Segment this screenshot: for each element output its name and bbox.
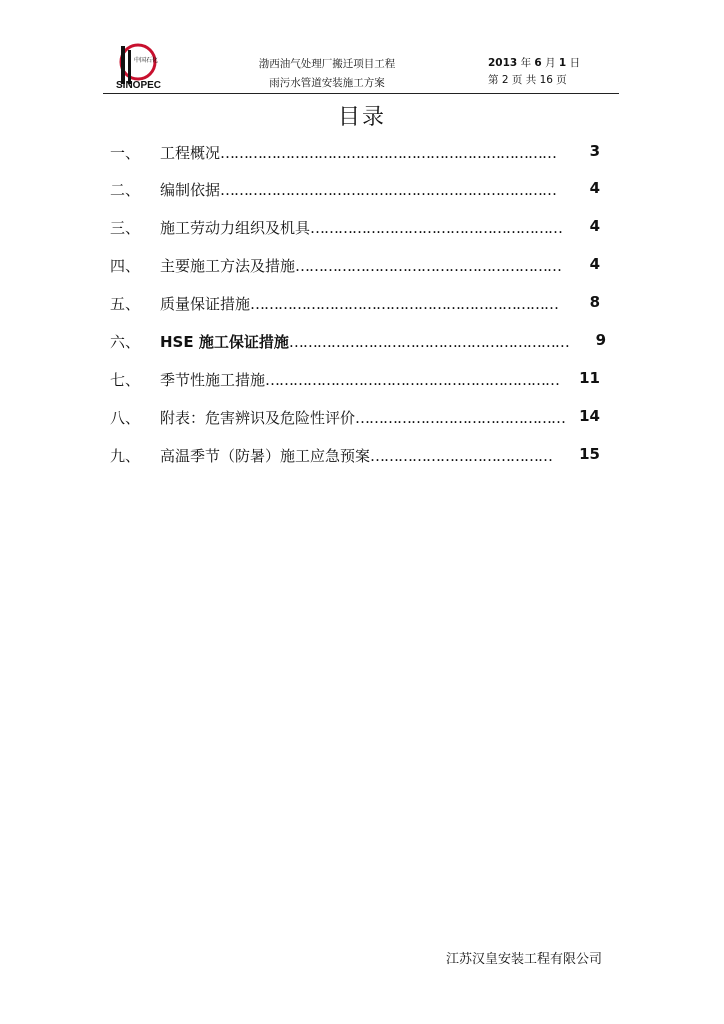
date-year-unit: 年 [520, 57, 532, 69]
date-month: 6 [534, 57, 542, 69]
toc-item-title: 季节性施工措施 [160, 371, 266, 389]
toc-item-page: 4 [589, 255, 600, 273]
page-unit: 页 [511, 74, 523, 86]
toc-item-leader: ……………………………………………………… [265, 371, 560, 389]
toc-item[interactable] [0, 407, 724, 429]
toc-item[interactable] [0, 369, 724, 391]
toc-item-leader: …………………………………………………… [288, 333, 569, 351]
toc-item-leader: ……………………………………………………………… [220, 181, 557, 199]
toc-item-number: 七、 [110, 371, 141, 389]
company-footer: 江苏汉皇安装工程有限公司 [445, 952, 602, 967]
header-divider [103, 93, 619, 94]
toc-item-number: 六、 [110, 333, 141, 351]
toc-item-leader: ………………………………… [370, 447, 553, 465]
toc-item-leader: ………………………………………………… [295, 257, 562, 275]
toc-item-title: 质量保证措施 [160, 295, 251, 313]
page-current: 2 [501, 74, 509, 86]
toc-item-number: 八、 [110, 409, 141, 427]
toc-title: 目录 [337, 105, 386, 130]
document-title: 雨污水管道安装施工方案 [269, 77, 385, 89]
toc-item-page: 3 [589, 142, 600, 160]
toc-item-number: 三、 [110, 219, 141, 237]
toc-item-title: 施工劳动力组织及机具 [160, 219, 311, 237]
toc-item-leader: ………………………………………………………… [250, 295, 559, 313]
date-day: 1 [558, 57, 567, 69]
toc-item-page: 15 [579, 445, 600, 463]
toc-item-title: HSE 施工保证措施 [160, 333, 289, 351]
date-day-unit: 日 [569, 57, 581, 69]
toc-item[interactable] [0, 445, 724, 467]
date-year: 2013 [488, 57, 518, 69]
toc-item[interactable] [0, 255, 724, 277]
toc-item[interactable] [0, 331, 724, 353]
sinopec-logo [108, 40, 164, 92]
date-month-unit: 月 [545, 57, 556, 69]
toc-item-page: 11 [579, 369, 600, 387]
document-date [488, 55, 608, 70]
toc-item-leader: ……………………………………………………………… [220, 144, 557, 162]
page-indicator [488, 72, 608, 87]
toc-item[interactable] [0, 217, 724, 239]
toc-item-page: 4 [589, 217, 600, 235]
toc-item[interactable] [0, 142, 724, 164]
toc-item-title: 编制依据 [160, 181, 221, 199]
toc-item-number: 四、 [110, 257, 141, 275]
toc-item[interactable] [0, 293, 724, 315]
toc-item-number: 九、 [110, 447, 141, 465]
toc-item-page: 9 [595, 331, 606, 349]
page-prefix: 第 [488, 74, 499, 86]
project-title: 渤西油气处理厂搬迁项目工程 [258, 58, 396, 70]
logo-cn-text: 中国石化 [134, 57, 159, 64]
total-prefix: 共 [525, 74, 537, 86]
toc-item-leader: ……………………………………… [355, 409, 566, 427]
toc-item-title: 附表：危害辨识及危险性评价 [160, 409, 356, 427]
toc-item-title: 工程概况 [160, 144, 221, 162]
toc-item-leader: ……………………………………………… [310, 219, 563, 237]
toc-item-number: 五、 [110, 295, 141, 313]
toc-item-title: 高温季节（防暑）施工应急预案 [160, 447, 371, 465]
toc-item-page: 4 [589, 179, 600, 197]
logo-text: SINOPEC [116, 80, 162, 91]
toc-item-number: 二、 [110, 181, 141, 199]
toc-item-title: 主要施工方法及措施 [160, 257, 296, 275]
toc-item-page: 8 [589, 293, 600, 311]
page-total: 16 [539, 74, 553, 86]
toc-item[interactable] [0, 179, 724, 201]
toc-item-page: 14 [579, 407, 600, 425]
total-unit: 页 [556, 74, 567, 86]
page-header [0, 0, 724, 95]
toc-item-number: 一、 [110, 144, 141, 162]
